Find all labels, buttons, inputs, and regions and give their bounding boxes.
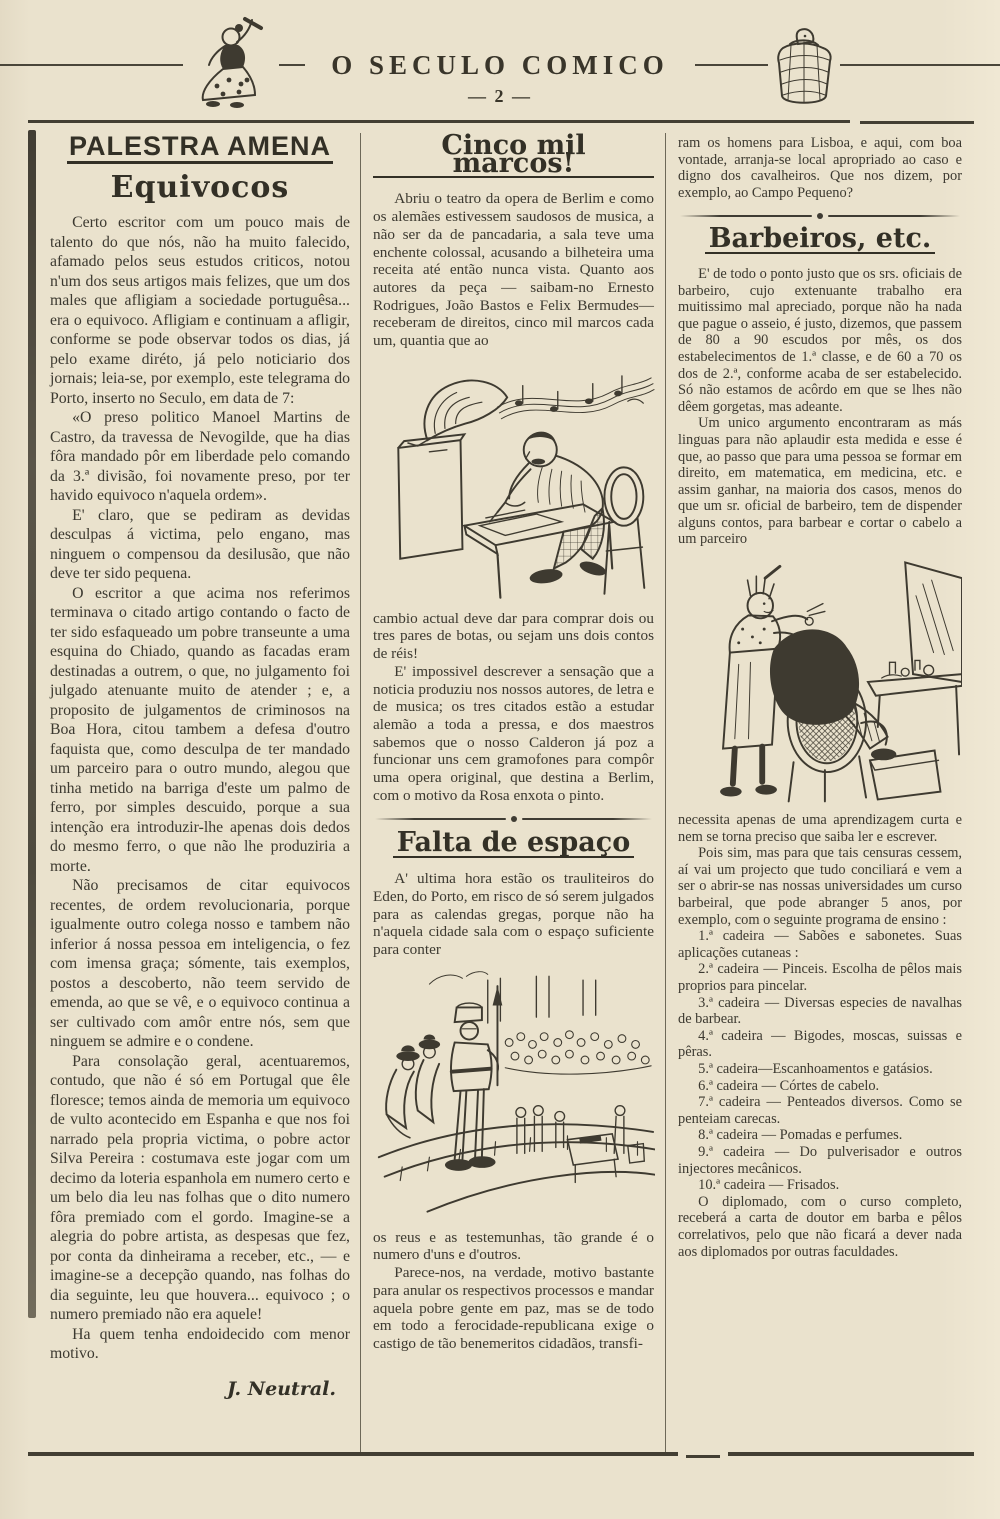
curriculum-item: 10.ª cadeira — Frisados. — [698, 1177, 840, 1194]
paragraph-continuation: ram os homens para Lisboa, e aqui, com boa vontade, arranja-se local apropriado ao caso e digno dos cavalheiros. Que nos dizem, por exemplo, ao Campo Pequeno? — [678, 135, 962, 201]
column-middle — [360, 130, 666, 1452]
curriculum-item: 6.ª cadeira — Córtes de cabelo. — [698, 1077, 880, 1094]
page-number: — 2 — — [468, 86, 532, 106]
page-bottom-rule-right — [728, 1452, 974, 1456]
curriculum-item: 1.ª cadeira — Sabões e sabonetes. Suas aplicações cutaneas : — [678, 928, 962, 961]
paragraph: E' de todo o ponto justo que os srs. oficiais de barbeiro, cujo extenuante trabalho era muitissimo mal apreciado, porque não ha nada que pague o asseio, é justo, dizemos, que passem de 80 a 90 escudos por mês, os dos estabelecimentos de 1.ª classe, e de 60 a 70 os dos de 2.ª, conforme acaba de ser estabelecido. Só não estamos de acôrdo em que se lhes não dêem gorgetas, mas adeante. — [678, 265, 962, 415]
newspaper-title-wrap — [0, 50, 1000, 81]
article-title-barbeiros — [678, 223, 962, 255]
curriculum-item: 9.ª cadeira — Do pulverisador e outros injectores mecânicos. — [678, 1143, 962, 1177]
paragraph: A' ultima hora estão os trauliteiros do Eden, do Porto, em risco de só serem julgados para as calendas gregas, porque não ha n'aquela cidade sala com o espaço suficiente para conter — [373, 870, 654, 958]
paragraph: Para consolação geral, acentuaremos, contudo, que não é só em Portugal que êle floresce; temos ainda de memoria um equivoco de vulto acontecido em Espanha e que nos foi narrado pela propria victima, o pobre actor Silva Pereira : costumava este jogar com um decimo da loteria espanhola em numero certo e um belo dia leu nas folhas que o dito numero fôra premiado com el gordo. Imagine-se a alegria do pobre artista, as despesas que fez, por conta da dinheirama a receber, etc., — e imagine-se a decepção quando, nas folhas do dia seguinte, leu que houvera... equivoco ; o numero premiado não era aquele! — [50, 1052, 350, 1323]
barber-cutting-hair-illustration — [678, 554, 962, 806]
paragraph: necessita apenas de uma aprendizagem curta e nem se torna preciso que saiba ler e escrever. — [678, 812, 962, 845]
masthead — [0, 0, 1000, 133]
paragraph: Um unico argumento encontraram as más linguas para não aplaudir esta medida e esse é que, ao passo que para uma pessoa se formar em direito, em matematica, em medicina, etc. e assim ganhar, na maioria dos casos, menos do que um sr. oficial de barbeiro, tem de dispender alguns contos, para barbear e cortar o cabelo a um parceiro — [678, 415, 962, 548]
curriculum-item: 3.ª cadeira — Diversas especies de navalhas de barbear. — [678, 994, 962, 1028]
paragraph: Certo escritor com um pouco mais de talento do que nós, não ha muito falecido, afamado pelos seus estudos criticos, notou n'um dos seus artigos mais felizes, que um dos males que afligiam a sociedade portuguêsa... era o equivoco. Afligiam e continuam a afligir, conforme se pode observar todos os dias, já pelo exame diréto, já pelo noticiario dos jornais; leia-se, por exemplo, este telegrama do Porto, inserto no Seculo, em data de 7: — [50, 214, 350, 407]
body-columns — [28, 130, 970, 1452]
column-right — [666, 133, 970, 1452]
paragraph: cambio actual deve dar para comprar dois ou tres pares de botas, ou sejam uns dois contos de réis! — [373, 609, 654, 663]
article-title-falta-de-espaco — [373, 827, 654, 859]
paragraph-closing: O diplomado, com o curso completo, receberá a carta de doutor em barba e pêlos correlativos, pelo que não ficará a dever nada aos diplomados por outras faculdades. — [678, 1193, 962, 1260]
composer-illustration-figure — [373, 356, 654, 604]
article-title-equivocos: Equivocos — [110, 169, 290, 205]
curriculum-item: 7.ª cadeira — Penteados diversos. Como se penteiam carecas. — [678, 1094, 962, 1127]
curriculum-item: 2.ª cadeira — Pinceis. Escolha de pêlos mais proprios para pincelar. — [678, 961, 962, 994]
divider-dot — [511, 816, 517, 822]
paragraph: Ha quem tenha endoidecido com menor motivo. — [50, 1325, 350, 1362]
curriculum-item: 4.ª cadeira — Bigodes, moscas, suissas e pêras. — [678, 1027, 962, 1061]
paragraph: O escritor a que acima nos referimos terminava o citado artigo contando o facto de ter sido esfaqueado um pobre transeunte a uma esquina do Chiado, quando as facadas eram destinadas a outrem, o que, no julgamento foi julgado atenuante muito de atender ; e, a proposito de julgamentos de criminosos na Boa Hora, citou tambem a defesa d'outro faquista que, como desculpa de ter mandado um parceiro para o outro mundo, alegou que tinha metido na barriga d'este um palmo de ferro, por simples descuido, porque a sua intenção era introduzir-lhe apenas dois dedos do mesmo ferro, o que não lhe produziria a morte. — [50, 584, 350, 875]
paragraph: Abriu o teatro da opera de Berlim e como os alemães estivessem saudosos de musica, a não ser da de pancadaria, a sala teve uma enchente colossal, acusando a bilheteira uma receita até então nunca vista. Quanto aos autores da peça — saibam-no Ernesto Rodrigues, João Bastos e Felix Bermudes—receberam de direitos, cinco mil marcos cada um, quantia que ao — [373, 190, 654, 350]
paragraph: E' claro, que se pediram as devidas desculpas á victima, pelo engano, mas ninguem o compensou da desilusão, que não deve ter sido pequena. — [50, 506, 350, 582]
divider-dot — [817, 213, 823, 219]
header-bottom-rule-left — [28, 120, 850, 123]
basket-figure-illustration — [768, 26, 840, 115]
article-title-text: Barbeiros, etc. — [705, 231, 936, 254]
header-bottom-rule-right — [860, 121, 974, 124]
column-palestra-amena — [28, 133, 360, 1452]
page-bottom-rule-left — [28, 1452, 678, 1456]
curriculum-item: 8.ª cadeira — Pomadas e perfumes. — [698, 1127, 903, 1144]
paragraph: os reus e as testemunhas, tão grande é o numero d'uns e d'outros. — [373, 1228, 654, 1264]
newspaper-title: O SECULO COMICO — [305, 50, 695, 81]
page-bottom-rule-middle — [686, 1455, 720, 1458]
paragraph: Pois sim, mas para que tais censuras cessem, aí vai um projecto que tudo conciliará e vem a ser o abrir-se nas nossas universidades um curso barbeiral, que pode abranger 5 anos, por exemplo, com o seguinte programa de ensino : — [678, 845, 962, 928]
curriculum-item: 5.ª cadeira—Escanhoamentos e gatásios. — [698, 1060, 933, 1077]
paragraph-quote: «O preso politico Manoel Martins de Castro, da travessa de Nevogilde, que ha dias fôra mandado pôr em liberdade pelo comando da 3.ª divisão, foi novamente preso, por ter havido equivoco n'aquela ordem». — [50, 409, 350, 504]
composer-writing-gramophone-illustration — [373, 356, 655, 604]
paragraph: Não precisamos de citar equivocos recentes, de ordem revolucionaria, porque igualmente outro colega nosso e tambem não inferior á nossa pessoa em inteligencia, o fez com imensa graça; sómente, tais exemplos, postos a descoberto, não teem servido de emenda, ao que se vê, e o equivoco continua a ser cultivado com amôr entre nós, sem que ninguem se admire e o condene. — [50, 877, 350, 1050]
article-title-cinco-mil-marcos — [373, 130, 654, 179]
article-title-text: Falta de espaço — [393, 834, 634, 858]
barber-illustration-figure — [678, 554, 962, 806]
paragraph: E' impossivel descrever a sensação que a noticia produziu nos nossos autores, de letra e de musica; os tres citados estão a estudar alemão a toda a pressa, e dos maestros sabemos que o nosso Calderon já poz a funcionar uns cem gramofones para compôr uma opera original, que destina a Berlim, com o motivo da Rosa enxota o pinto. — [373, 662, 654, 804]
author-signature: J. Neutral. — [227, 1377, 336, 1400]
courtroom-crowd-guard-illustration — [373, 965, 655, 1223]
courtroom-illustration-figure — [373, 965, 654, 1223]
kicker-text: PALESTRA AMENA — [67, 137, 333, 164]
section-divider — [680, 213, 960, 219]
article-title-text: Cinco mil marcos! — [373, 137, 654, 178]
section-kicker — [50, 131, 350, 164]
section-divider — [375, 816, 652, 822]
paragraph: Parece-nos, na verdade, motivo bastante para anular os respectivos processos e mandar aquela pobre gente em paz, mas se de todo em todo a ferocidade-republicana exige o castigo de tão benemeritos cidadãos, transfi- — [373, 1264, 654, 1352]
